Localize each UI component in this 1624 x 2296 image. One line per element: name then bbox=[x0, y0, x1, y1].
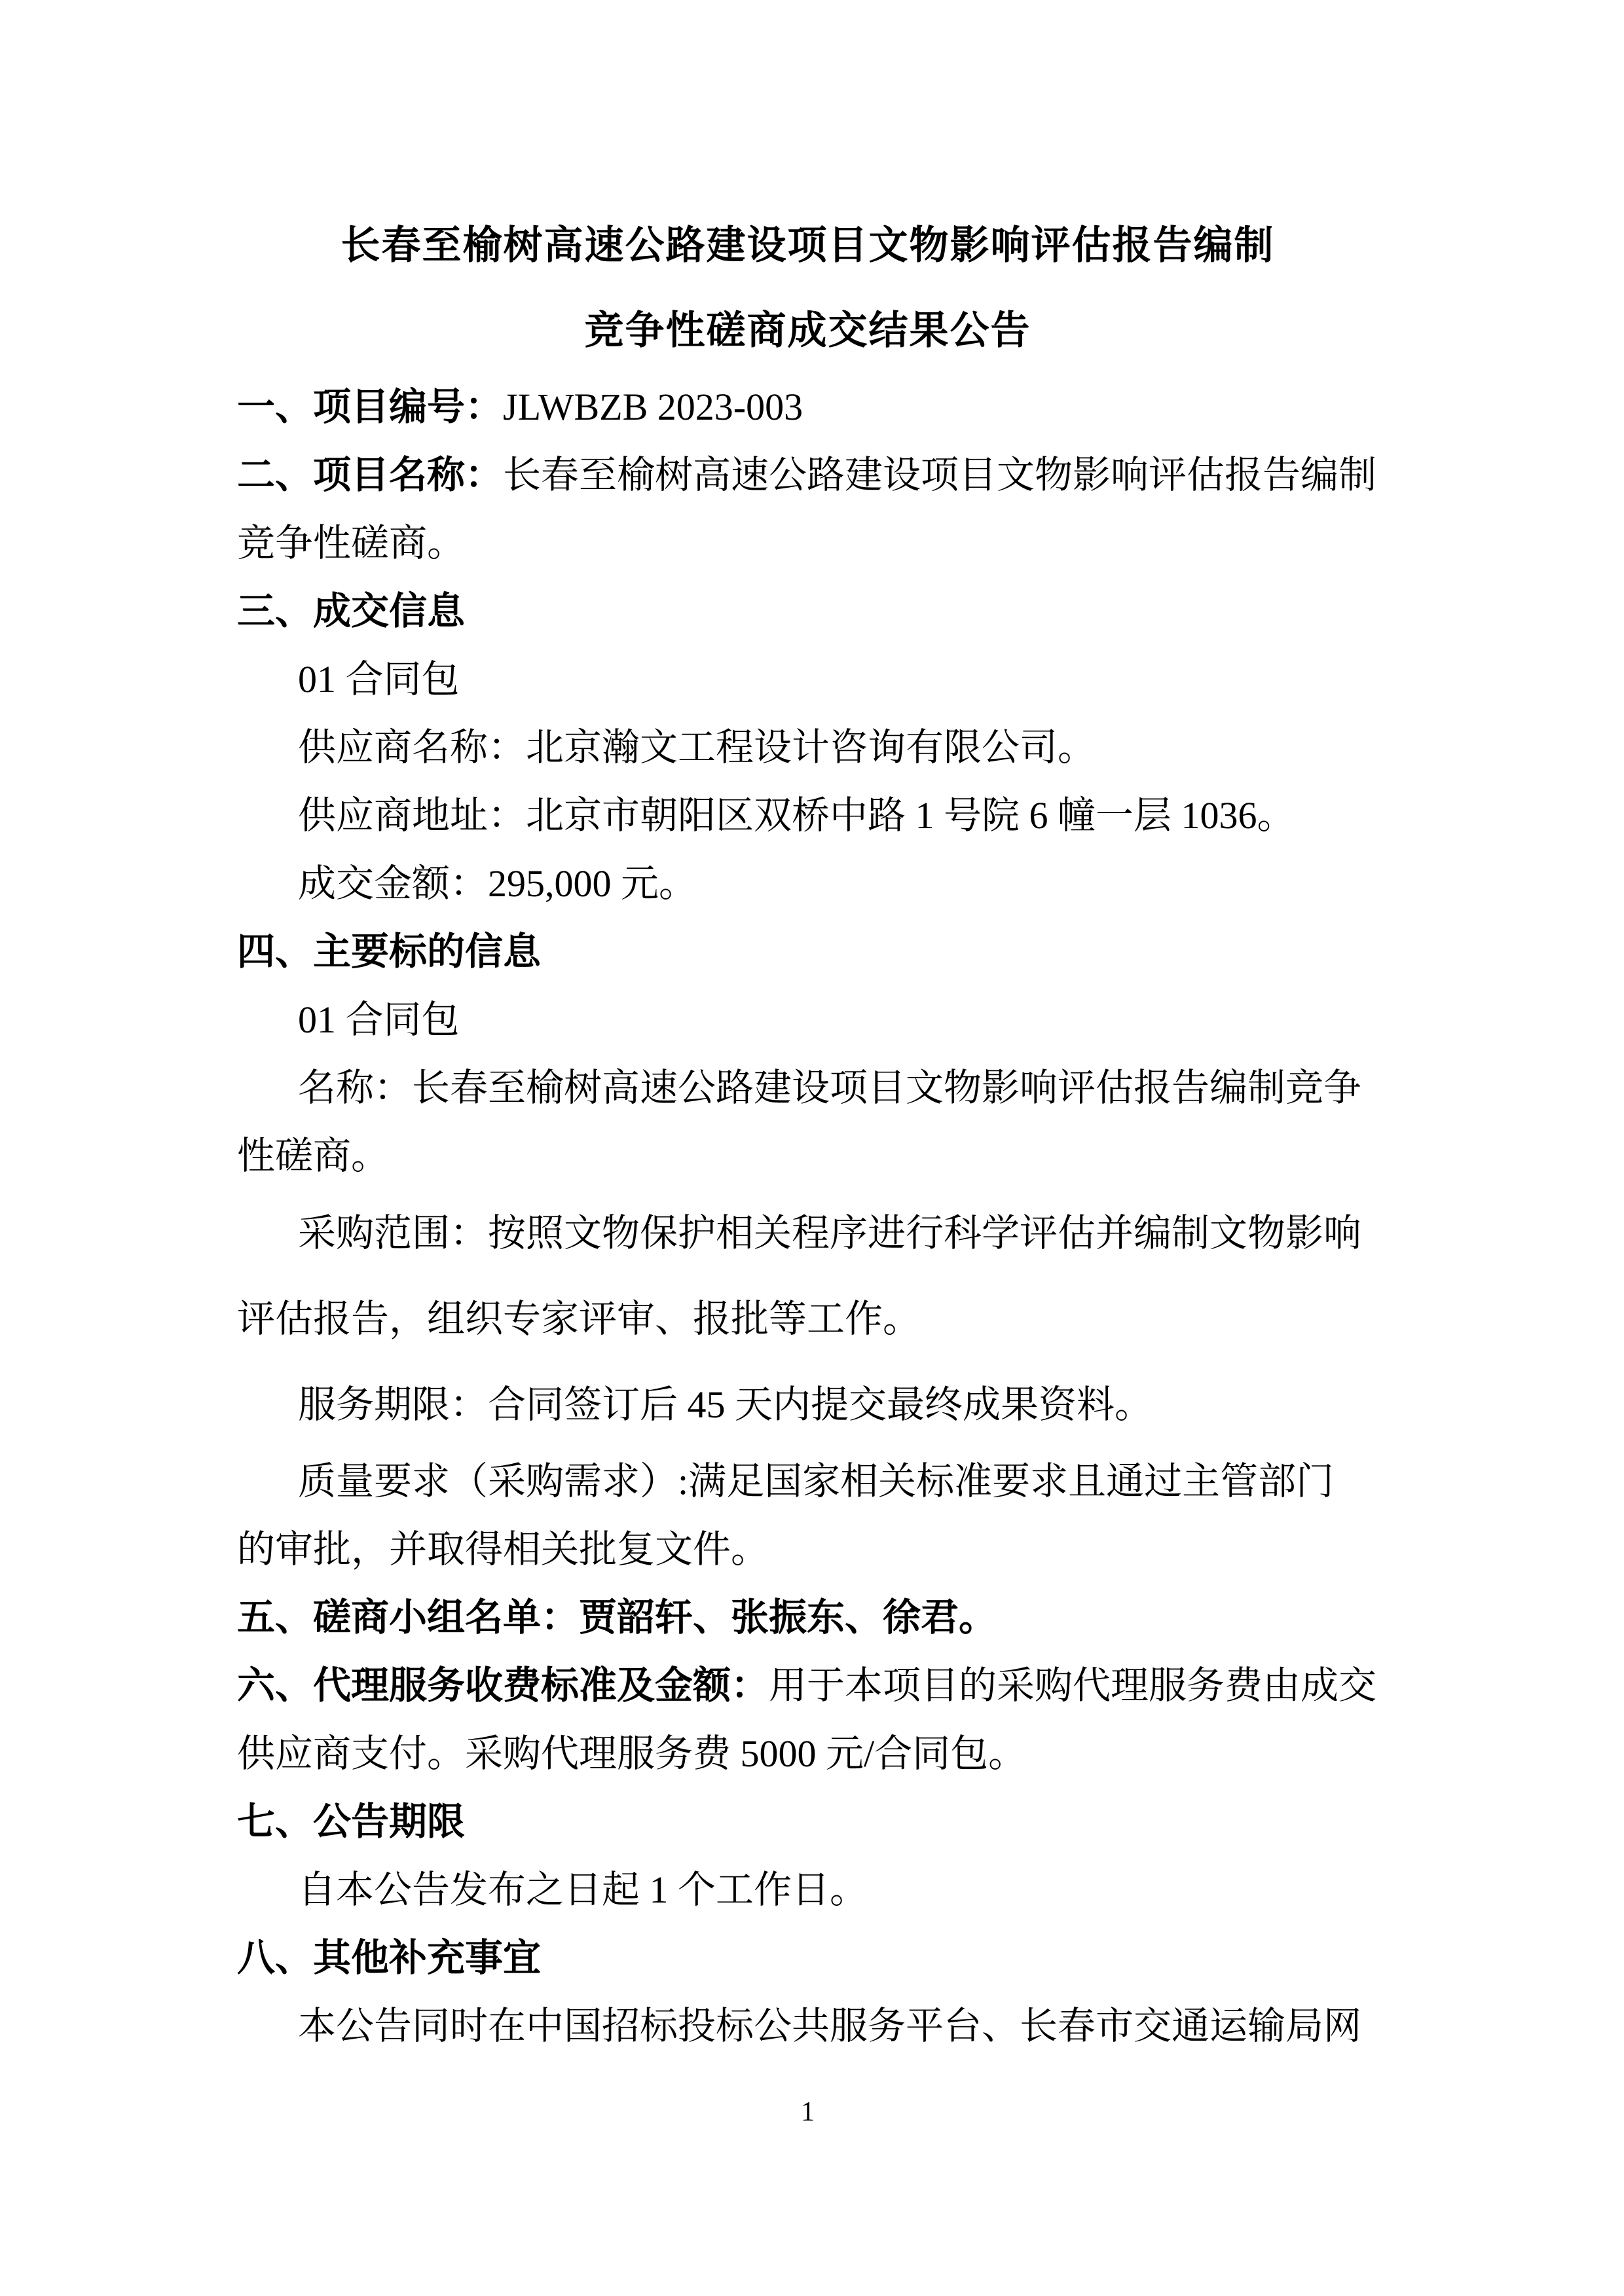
agency-fee-value-1: 用于本项目的采购代理服务费由成交 bbox=[769, 1664, 1377, 1707]
section-other-matters-heading: 八、其他补充事宜 bbox=[237, 1937, 542, 1979]
subject-name-line-2: 性磋商。 bbox=[237, 1135, 390, 1177]
service-term-line: 服务期限：合同签订后 45 天内提交最终成果资料。 bbox=[298, 1383, 1153, 1426]
announcement-period-line: 自本公告发布之日起 1 个工作日。 bbox=[298, 1868, 868, 1911]
agency-fee-line-2: 供应商支付。采购代理服务费 5000 元/合同包。 bbox=[237, 1732, 1027, 1775]
agency-fee-line-1 bbox=[237, 1652, 1378, 1720]
quality-requirement-line-2: 的审批，并取得相关批复文件。 bbox=[237, 1528, 769, 1571]
agency-fee-label: 六、代理服务收费标准及金额： bbox=[237, 1664, 769, 1707]
subject-package-line: 01 合同包 bbox=[298, 998, 460, 1041]
subject-name-line-1: 名称：长春至榆树高速公路建设项目文物影响评估报告编制竞争 bbox=[298, 1066, 1362, 1109]
negotiation-team-label: 五、磋商小组名单： bbox=[237, 1596, 580, 1639]
negotiation-team-names: 贾韶轩、张振东、徐君。 bbox=[579, 1596, 997, 1639]
negotiation-team-line bbox=[237, 1584, 1378, 1652]
project-name-wrap-line: 竞争性磋商。 bbox=[237, 522, 466, 564]
project-name-line bbox=[237, 441, 1378, 509]
page-number: 1 bbox=[801, 2097, 815, 2127]
project-number-label: 一、项目编号： bbox=[237, 386, 504, 428]
project-name-value: 长春至榆树高速公路建设项目文物影响评估报告编制 bbox=[503, 454, 1377, 496]
section-subject-info-heading: 四、主要标的信息 bbox=[237, 930, 542, 973]
project-number-line bbox=[237, 373, 1378, 441]
quality-requirement-line-1: 质量要求（采购需求）:满足国家相关标准要求且通过主管部门 bbox=[298, 1460, 1335, 1503]
document-subtitle: 竞争性磋商成交结果公告 bbox=[584, 308, 1031, 352]
section-announcement-period-heading: 七、公告期限 bbox=[237, 1800, 466, 1843]
document-title: 长春至榆树高速公路建设项目文物影响评估报告编制 bbox=[341, 223, 1275, 267]
supplier-address-line: 供应商地址：北京市朝阳区双桥中路 1 号院 6 幢一层 1036。 bbox=[298, 794, 1295, 837]
other-matters-line: 本公告同时在中国招标投标公共服务平台、长春市交通运输局网 bbox=[298, 2005, 1362, 2047]
deal-package-line: 01 合同包 bbox=[298, 658, 460, 701]
supplier-name-line: 供应商名称：北京瀚文工程设计咨询有限公司。 bbox=[298, 726, 1096, 769]
project-number-value: JLWBZB 2023-003 bbox=[503, 386, 803, 428]
deal-amount-line: 成交金额：295,000 元。 bbox=[298, 862, 697, 905]
procurement-scope-line-1: 采购范围：按照文物保护相关程序进行科学评估并编制文物影响 bbox=[298, 1212, 1362, 1254]
procurement-scope-line-2: 评估报告，组织专家评审、报批等工作。 bbox=[237, 1298, 921, 1340]
section-deal-info-heading: 三、成交信息 bbox=[237, 590, 466, 632]
project-name-label: 二、项目名称： bbox=[237, 454, 504, 496]
